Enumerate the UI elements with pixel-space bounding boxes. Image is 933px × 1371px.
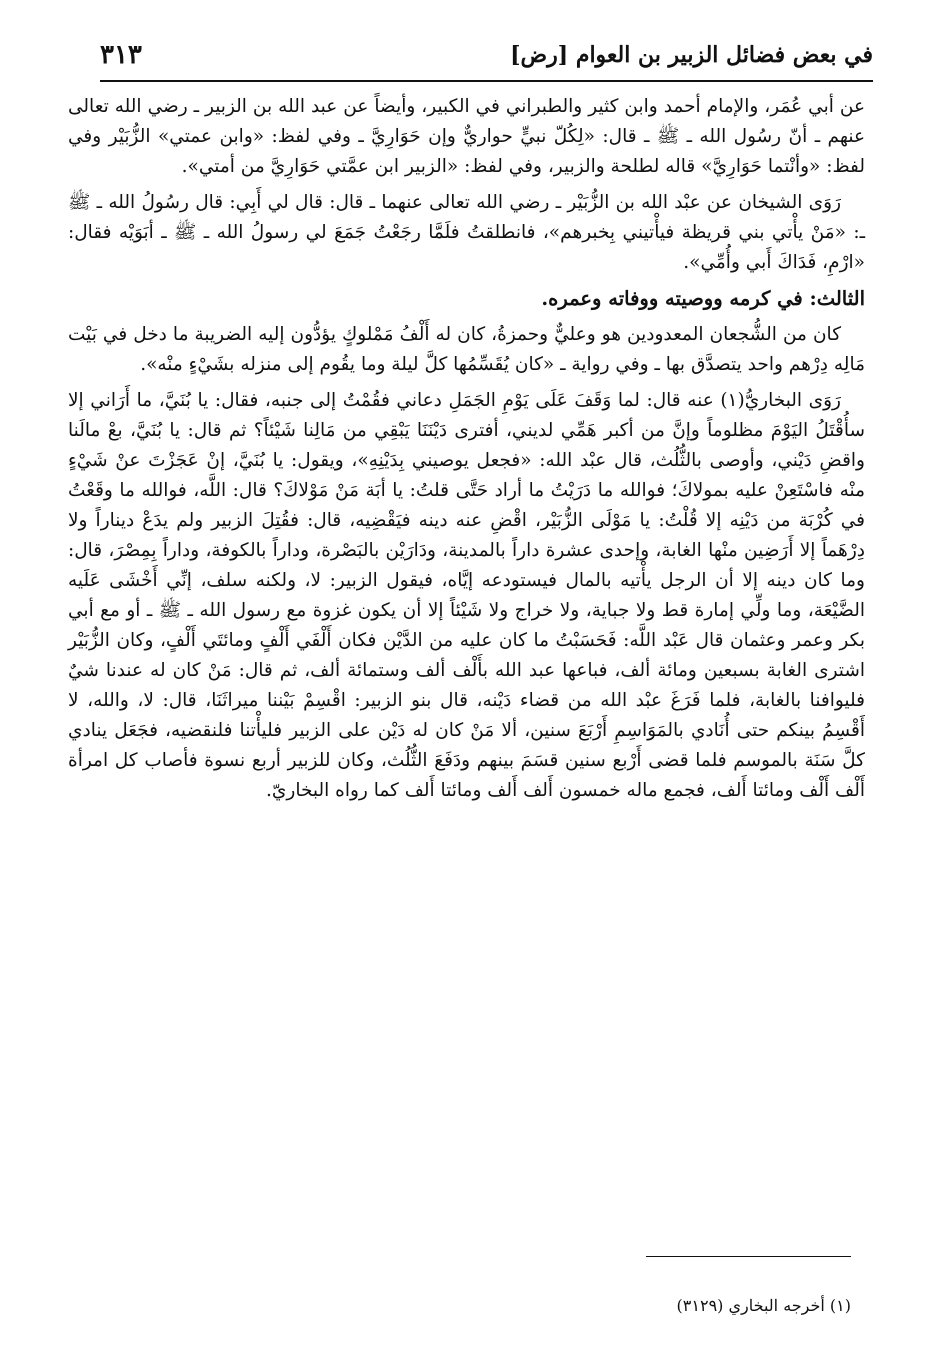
paragraph-generosity: كان من الشُّجعان المعدودين هو وعليٌّ وحمزةُ، كان له أَلْفُ مَمْلوكٍ يؤدُّون إليه الضريبة ما دخل في بَيْت مَالِه دِرْهم واحد يتصدَّق بها ـ وفي رواية ـ «كان يُقَسِّمُها كلَّ ليلة وما يقُوم إلى منزله بشَيْءٍ منْه». [68, 324, 865, 375]
page-header [100, 36, 873, 82]
page-number: ٣١٣ [100, 40, 142, 70]
page-body [68, 92, 865, 812]
footnote: (١) أخرجه البخاري (٣١٢٩) [676, 1296, 851, 1315]
section-title: الثالث: في كرمه ووصيته ووفاته وعمره. [541, 287, 865, 310]
paragraph-hawari: عن أبي عُمَر، والإمام أحمد وابن كثير والطبراني في الكبير، وأيضاً عن عبد الله بن الزبير ـ رضي الله تعالى عنهم ـ أنّ رسُول الله ـ ﷺ ـ قال: «لِكُلّ نبيٍّ حواريٌّ وإن حَوَارِيَّ ـ وفي لفظ: «وابن عمتي» الزُّبَيْر وفي لفظ: «وأنْتما حَوَارِيَّ» قاله لطلحة والزبير، وفي لفظ: «الزبير ابن عمَّتي حَوَارِيَّ من أمتي». [68, 96, 865, 177]
paragraph-bukhari-narration: رَوَى البخاريُّ(١) عنه قال: لما وَقَفَ عَلَى يَوْمِ الجَمَلِ دعاني فقُمْتُ إلى جنبه، فقال: يا بُنَيَّ، ما أَرَاني إلا سأُقْتَلُ اليَوْمَ مظلوماً وإنَّ من أكبر هَمِّي لديني، أفترى دَيْنَنَا يَبْقِي من مَالِنا شَيْئاً؟ ثم قال: يا بُنَيَّ، بعْ مالَنا واقضِ دَيْني، وأوصى بالثُّلُث، قال عبْد الله: «فجعل يوصيني بِدَيْنِهِ»، ويقول: يا بُنَيَّ، إنْ عَجَزْتَ عنْ شَيْءٍ منْه فاسْتَعِنْ عليه بمولاكَ؛ فوالله ما دَرَيْتُ ما أراد حَتَّى قلتُ: يا أبَة مَنْ مَوْلاكَ؟ قال: اللَّه، فوالله ما وقَعْتُ في كُرْبَة من دَيْنِه إلا قُلْتُ: يا مَوْلَى الزُّبَيْر، اقْضِ عنه دينه فيَقْضِيه، قال: فقُتِلَ الزبير ولم يدَعْ ديناراً ولا دِرْهَماً إلا أَرَضِين منْها الغابة، وإحدى عشرة داراً بالمدينة، ودَارَيْن بالبَصْرة، وداراً بالكوفة، وداراً بِمِصْرَ، قال: وما كان دينه إلا أن الرجل يأْتيه بالمال فيستودعه إيَّاه، فيقول الزبير: لا، ولكنه سلف، إنِّي أَخْشَى عَلَيه الضَّيْعَة، وما ولِّي إمارة قط ولا جباية، ولا خراج ولا شَيْئاً إلا أن يكون غزوة مع رسول الله ـ ﷺ ـ أو مع أبي بكر وعمر وعثمان قال عَبْد اللَّه: فَحَسَبْتُ ما كان عليه من الدَّيْن فكان أَلْفَي أَلْفٍ ومائتَي أَلْفٍ، وكان الزُّبَيْر اشترى الغابة بسبعين ومائة ألف، فباعها عبد الله بأَلْف ألف وستمائة ألف، ثم قال: مَنْ كان له عندنا شيٌ فليوافنا بالغابة، فلما فَرَغَ عبْد الله من قضاء دَيْنه، قال بنو الزبير: اقْسِمْ بَيْننا ميراثَنَا، قال: لا، والله، لا أَقْسِمُ بينكم حتى أُنَادي بالمَوَاسِمِ أَرْبَعَ سنين، ألا مَنْ كان له دَيْن على الزبير فليأْتنا فلنقضيه، فجَعَل ينادي كلَّ سَنَة بالموسم فلما قضى أَرْبع سنين قسَمَ بينهم ودَفَعَ الثُّلُث، وكان للزبير أربع نسوة فأصاب كل امرأة أَلْف أَلْف ومائتا أَلف، فجمع ماله خمسون أَلف أَلف ومائتا أَلف كما رواه البخاريّ. [68, 390, 865, 801]
running-title: في بعض فضائل الزبير بن العوام [رض] [510, 42, 873, 68]
paragraph-shaykhan: رَوَى الشيخان عن عبْد الله بن الزُّبَيْر ـ رضي الله تعالى عنهما ـ قال: قال لي أَبِي: قال رسُولُ الله ـ ﷺ ـ: «مَنْ يأْتي بني قريظة فيأْتيني بِخبرهم»، فانطلقتُ فلَمَّا رجَعْتُ جَمَعَ لي رسولُ الله ـ ﷺ ـ أبَوَيْه فقال: «ارْمِ، فَدَاكَ أَبي وأُمِّي». [68, 192, 865, 273]
footnote-divider [646, 1256, 851, 1257]
